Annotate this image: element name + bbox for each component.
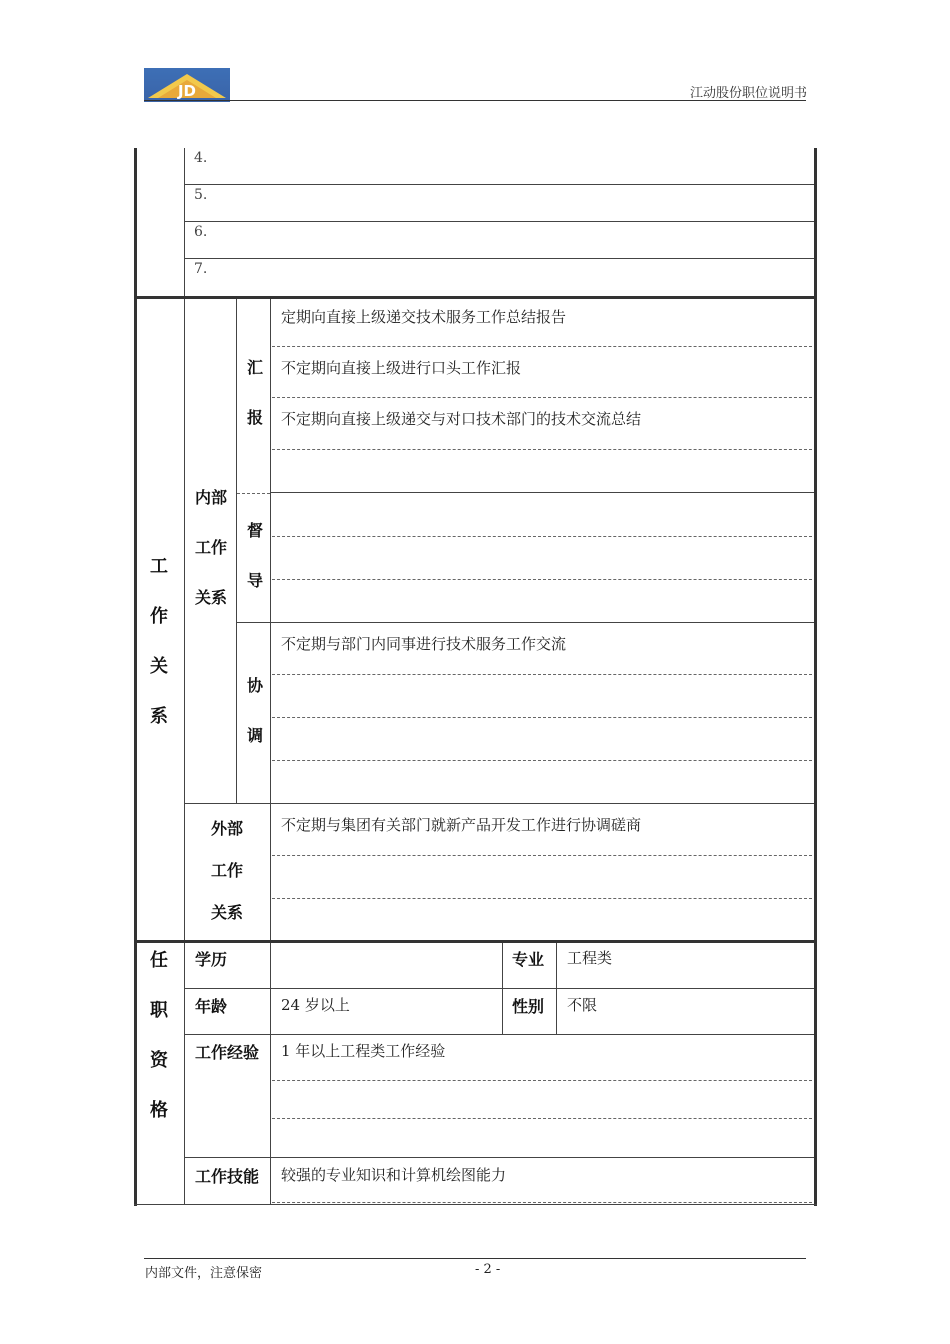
experience-label: 工作经验 — [195, 1043, 260, 1062]
supervise-label: 导 — [247, 571, 264, 590]
age-value: 24 岁以上 — [281, 996, 350, 1014]
company-logo — [144, 68, 230, 102]
age-label: 年龄 — [195, 997, 228, 1016]
external-item: 不定期与集团有关部门就新产品开发工作进行协调磋商 — [281, 816, 642, 834]
duty-item: 4. — [194, 150, 208, 166]
relations-col-line — [270, 299, 271, 940]
education-label: 学历 — [195, 950, 228, 969]
relations-row-line — [236, 622, 814, 623]
major-label: 专业 — [512, 950, 545, 969]
qualification-label-char: 资 — [150, 1050, 168, 1071]
skills-value: 较强的专业知识和计算机绘图能力 — [281, 1166, 507, 1184]
duties-row-line — [184, 221, 814, 222]
duties-col-line — [184, 148, 185, 296]
major-value: 工程类 — [567, 949, 613, 967]
relations-col-line — [184, 299, 185, 940]
duty-item: 5. — [194, 187, 208, 203]
relations-dash-line — [237, 493, 270, 494]
dashed-line — [272, 1118, 812, 1119]
confidential-note: 内部文件，注意保密 — [145, 1266, 263, 1281]
relations-row-line — [184, 803, 814, 804]
coordinate-label: 调 — [247, 726, 264, 745]
table-left-border — [134, 148, 137, 1206]
duty-item: 7. — [194, 261, 208, 277]
external-label: 工作 — [211, 861, 244, 880]
external-label: 关系 — [211, 903, 244, 922]
page-number: - 2 - — [475, 1262, 501, 1277]
internal-label: 关系 — [195, 588, 228, 607]
dashed-line — [272, 717, 812, 718]
qual-col-line — [184, 943, 185, 1204]
qual-col-line — [270, 943, 271, 1204]
qualification-label-char: 职 — [150, 1000, 168, 1021]
table-right-border — [814, 148, 817, 1206]
dashed-line — [272, 760, 812, 761]
internal-label: 工作 — [195, 538, 228, 557]
dashed-line — [272, 855, 812, 856]
coordinate-label: 协 — [247, 676, 264, 695]
dashed-line — [272, 449, 812, 450]
relations-row-line — [270, 492, 814, 493]
report-item: 定期向直接上级递交技术服务工作总结报告 — [281, 308, 567, 326]
dashed-line — [272, 397, 812, 398]
qual-row-line — [184, 1034, 814, 1035]
dashed-line — [272, 1080, 812, 1081]
duties-row-line — [184, 184, 814, 185]
section-divider-2 — [134, 940, 817, 943]
coordinate-item: 不定期与部门内同事进行技术服务工作交流 — [281, 635, 567, 653]
report-label: 汇 — [247, 358, 264, 377]
dashed-line — [272, 579, 812, 580]
skills-label: 工作技能 — [195, 1167, 260, 1186]
dashed-line — [272, 1202, 812, 1203]
relations-label-char: 作 — [150, 606, 168, 627]
qual-col-line — [556, 943, 557, 1035]
dashed-line — [272, 346, 812, 347]
duty-item: 6. — [194, 224, 208, 240]
supervise-label: 督 — [247, 521, 264, 540]
dashed-line — [272, 536, 812, 537]
qualification-label-char: 格 — [150, 1100, 168, 1121]
relations-label-char: 关 — [150, 656, 168, 677]
gender-value: 不限 — [567, 996, 598, 1014]
relations-label-char: 系 — [150, 706, 168, 727]
external-label: 外部 — [211, 819, 244, 838]
logo-text: JD — [177, 82, 197, 100]
internal-label: 内部 — [195, 488, 228, 507]
report-label: 报 — [247, 408, 264, 427]
qualification-label-char: 任 — [150, 950, 168, 971]
report-item: 不定期向直接上级递交与对口技术部门的技术交流总结 — [281, 410, 642, 428]
qual-row-line — [184, 1157, 814, 1158]
table-bottom-border — [134, 1204, 817, 1205]
relations-col-line — [236, 299, 237, 803]
experience-value: 1 年以上工程类工作经验 — [281, 1042, 446, 1060]
header-divider — [144, 100, 806, 101]
dashed-line — [272, 898, 812, 899]
dashed-line — [272, 674, 812, 675]
footer-divider — [144, 1258, 806, 1259]
report-item: 不定期向直接上级进行口头工作汇报 — [281, 359, 522, 377]
gender-label: 性别 — [512, 997, 545, 1016]
qual-col-line — [502, 943, 503, 1035]
qual-row-line — [184, 988, 814, 989]
duties-row-line — [184, 258, 814, 259]
relations-label-char: 工 — [150, 556, 168, 577]
document-title: 江动股份职位说明书 — [689, 86, 807, 101]
